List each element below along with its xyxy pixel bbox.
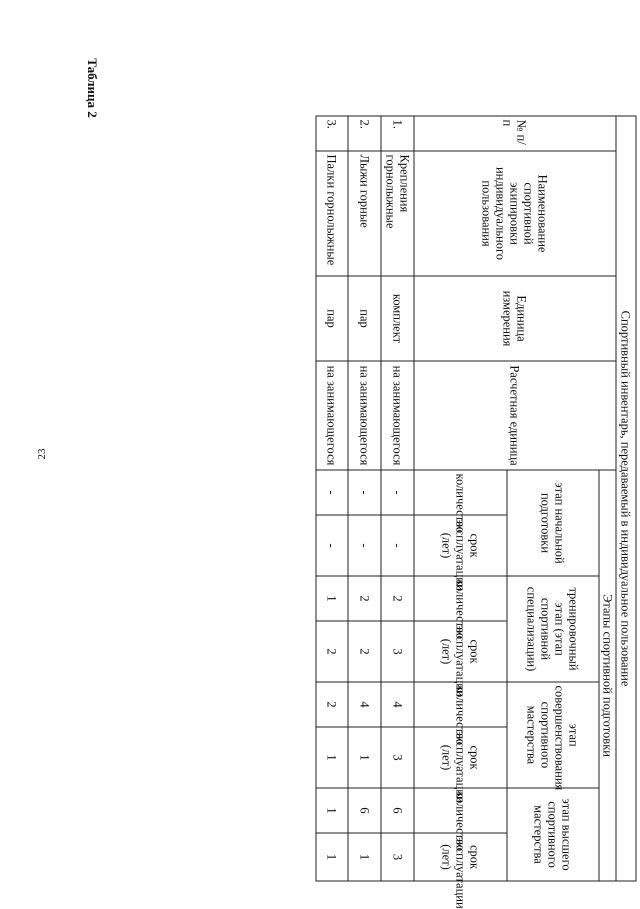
value-cell: 3: [381, 621, 414, 682]
unit-cell: пар: [316, 276, 348, 361]
table-row: [316, 116, 348, 881]
table-row: [348, 116, 381, 881]
unit-cell: пар: [348, 276, 381, 361]
header-row-group: [616, 116, 636, 881]
name-header: Наименование спортивной экипировки индивидуального пользования: [414, 151, 616, 276]
value-cell: 4: [381, 682, 414, 727]
stage-title-1: этап начальной подготовки: [507, 470, 599, 576]
stage-title-3: этап совершенствования спортивного мастерства: [507, 682, 599, 788]
calc-unit-cell: на занимающегося: [348, 361, 381, 470]
value-cell: -: [381, 515, 414, 576]
qty-header: количество: [414, 576, 507, 621]
value-cell: -: [316, 470, 348, 515]
unit-header: Единица измерения: [414, 276, 616, 361]
calc-unit-header: Расчетная единица: [414, 361, 616, 470]
stage-title-4: этап высшего спортивного мастерства: [507, 788, 599, 881]
term-header: срок эксплуатации (лет): [414, 833, 507, 881]
term-header: срок эксплуатации (лет): [414, 621, 507, 682]
value-cell: 1: [316, 576, 348, 621]
value-cell: 3: [381, 727, 414, 788]
value-cell: 1: [348, 833, 381, 881]
value-cell: 1: [316, 833, 348, 881]
qty-header: количество: [414, 788, 507, 833]
value-cell: 2: [316, 682, 348, 727]
value-cell: -: [381, 470, 414, 515]
unit-cell: комплект: [381, 276, 414, 361]
stage-title-2: тренировочный этап (этап спортивной специализации): [507, 576, 599, 682]
value-cell: -: [348, 515, 381, 576]
calc-unit-cell: на занимающегося: [381, 361, 414, 470]
value-cell: 2: [381, 576, 414, 621]
term-header: срок эксплуатации (лет): [414, 515, 507, 576]
value-cell: -: [316, 515, 348, 576]
value-cell: 1: [316, 727, 348, 788]
table-caption: Таблица 2: [85, 58, 100, 118]
page-number: 23: [36, 448, 48, 460]
table-row: [381, 116, 414, 881]
num-header: № п/ п: [414, 116, 616, 151]
value-cell: 6: [381, 788, 414, 833]
value-cell: 6: [348, 788, 381, 833]
item-name: Лыжи горные: [348, 151, 381, 276]
qty-header: количество: [414, 470, 507, 515]
item-name: Крепления горнолыжные: [381, 151, 414, 276]
value-cell: 2: [348, 576, 381, 621]
term-header: срок эксплуатации (лет): [414, 727, 507, 788]
value-cell: 1: [348, 727, 381, 788]
qty-header: количество: [414, 682, 507, 727]
value-cell: 1: [316, 788, 348, 833]
equipment-table: [316, 116, 637, 909]
value-cell: 3: [381, 833, 414, 881]
value-cell: -: [348, 470, 381, 515]
value-cell: 2: [316, 621, 348, 682]
equipment-table-frame: [320, 116, 637, 909]
item-name: Палки горнолыжные: [316, 151, 348, 276]
stages-header: Этапы спортивной подготовки: [599, 470, 616, 881]
value-cell: 4: [348, 682, 381, 727]
header-row-stages: [599, 116, 616, 881]
calc-unit-cell: на занимающегося: [316, 361, 348, 470]
row-number: 1.: [381, 116, 414, 151]
group-header: Спортивный инвентарь, передаваемый в индивидуальное пользование: [616, 116, 636, 881]
row-number: 3.: [316, 116, 348, 151]
row-number: 2.: [348, 116, 381, 151]
value-cell: 2: [348, 621, 381, 682]
